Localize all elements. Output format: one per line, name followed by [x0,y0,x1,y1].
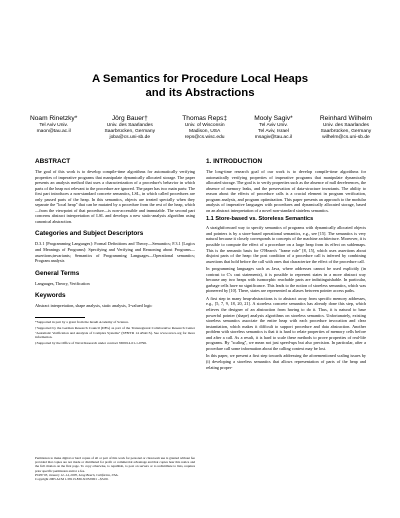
author-block [30,115,77,140]
categories-heading: Categories and Subject Descriptors [35,230,144,238]
title-line-2: and its Abstractions [145,87,255,99]
author-block [320,115,372,140]
author-email: maon@tau.ac.il [36,128,71,134]
permission-notice [35,456,195,481]
author-place: Tel Aviv, Israel [258,128,289,134]
venue-line: POPL'05, January 12–14, 2005, Long Beach, California, USA. [35,472,119,477]
abstract-text: The goal of this work is to develop compile-time algorithms for automatically verifying properties of imperative programs that manipulate dynamically allocated storage. The paper presents an analysis method that uses a characterization of a procedure's behavior in which parts of the heap not relevant to the procedure are ignored. The paper has two main parts: The first part introduces a non-standard concrete semantics, LSL, in which called procedures are only passed parts of the heap. In this semantics, objects are treated specially when they separate the "local heap" that can be mutated by a procedure from the rest of the heap, which—from the viewpoint of that procedure—is non-accessible and immutable. The second part concerns abstract interpretation of LSL and develops a new static-analysis algorithm using canonical abstraction. [35,169,195,224]
copyright-line: Copyright 2005 ACM 1-58113-830-X/05/0001 ...$5.00. [35,477,109,482]
right-column [206,158,366,372]
author-name: Mooly Sagiv* [254,115,293,122]
author-name: Reinhard Wilhelm [319,115,372,122]
introduction-heading: 1. INTRODUCTION [206,158,263,165]
footnote: *Supported in part by a grant from the Israeli Academy of Science. [35,319,129,324]
author-block [182,115,227,140]
left-column [35,158,195,348]
author-email: reps@cs.wisc.edu [184,134,225,140]
author-block [105,115,156,140]
intro-paragraph: The long-time research goal of our work is to develop compile-time algorithms for automatically verifying properties of imperative programs that manipulate dynamically allocated storage. The goal is to verify properties such as the absence of null dereferences, the absence of memory leaks, and the preservation of data-structure invariants. The ability to reason about the effects of procedure calls is a crucial element in program verification, program analysis, and program optimization. This paper presents an approach to the modular analysis of imperative languages with procedures and dynamically allocated storage, based on an abstract interpretation of a novel non-standard stateless semantics. [206,169,366,213]
footnote: ‡Supported by the Office of Naval Research under contract N00014-01-1-0796. [35,341,147,346]
categories-text: D.3.1 [Programming Languages]: Formal Definitions and Theory—Semantics; F.3.1 [Logics and Meanings of Programs]: Specifying and Verifying and Reasoning about Programs—assertions;invariants; Semantics of Programming Languages—Operational semantics; Program analysis [35,241,195,264]
permission-text: Permission to make digital or hard copies of all or part of this work for personal or classroom use is granted without fee provided that copies are not made or distributed for profit or commercial advantage and that copies bear this notice and the full citation on the first page. To copy otherwise, to republish, to post on servers or to redistribute to lists, requires prior specific permission and/or a fee. [35,456,195,473]
general-terms-text: Languages, Theory, Verification [35,280,90,286]
section-paragraph: In this paper, we present a first step towards addressing the aforementioned scaling issues by (i) developing a storeless semantics that allows representation of parts of the heap and relating proper- [206,353,366,370]
title-line-1: A Semantics for Procedure Local Heaps [91,73,309,85]
author-list [30,115,372,140]
author-name: Noam Rinetzky* [30,115,78,122]
author-place: Saarbrücken, Germany [104,128,156,134]
section-paragraph: A first step in many heap-abstractions is to abstract away from specific memory addresses, e.g., [5, 7, 9, 18, 20, 21]. A storeless concrete semantics has already done this step, which relieves the designer of an abstraction from having to do it. Thus, it is natural to base powerful pointer (shape) analysis algorithms on storeless semantics. Unfortunately, existing storeless semantics associate the entire heap with each procedure invocation and clear instantiation, which makes it difficult to support procedure and data abstraction. Another problem with storeless semantics is that it is hard to relate properties of memory cells before and after a call. As a result, it is hard to scale these methods to prove properties of real-life programs. By "scaling", we mean not just speed-ups but also precision. In particular, after a procedure call some information about the calling context may be lost. [206,295,366,351]
author-affiliation: Univ. of Wisconsin [184,123,225,128]
author-place: Madison, USA [189,128,221,134]
author-affiliation: Univ. des Saarlandes [106,123,153,128]
footnote-divider [35,317,85,318]
author-affiliation: Univ. des Saarlandes [322,123,369,128]
author-name: Thomas Reps‡ [182,115,227,122]
author-email: msagiv@tau.ac.il [254,134,293,140]
section-heading: 1.1 Store-based vs. Storeless Semantics [206,216,314,223]
author-block [254,115,292,140]
footnote: †Supported by the German Research Council (DFG) as part of the Transregional Collaborative Research Center "Automatic Verification and Analysis of Complex Systems" (SFB/TR 14 AVACS). See www.avacs.org for more information. [35,326,195,339]
keywords-text: Abstract interpretation, shape analysis, static analysis, 3-valued logic [35,303,153,309]
paper-title [0,72,400,100]
section-paragraph: In programming languages such as Java, where addresses cannot be used explicitly (in contrast to C's cast statements), it is possible to represent states in a more abstract way because any two heaps with isomorphic reachable parts are indistinguishable. In particular, garbage cells have no significance. This leads to the notion of storeless semantics, which was pioneered by [10]. There, states are represented as aliases between pointer access paths. [206,266,366,294]
author-email: wilhelm@cs.uni-sb.de [322,134,370,140]
author-name: Jörg Bauer† [111,115,148,122]
abstract-heading: ABSTRACT [35,158,71,165]
author-place: Saarbrücken, Germany [320,128,372,134]
author-affiliation: Tel Aviv Univ. [259,123,288,128]
author-affiliation: Tel Aviv Univ. [39,123,68,128]
general-terms-heading: General Terms [35,269,80,277]
keywords-heading: Keywords [35,292,66,300]
section-paragraph: A straightforward way to specify semantics of programs with dynamically allocated objects and pointers is by a store-based operational semantics, e.g., see [15]. The semantics is very natural because it closely corresponds to concepts of the machine architecture. Moreover, it is possible to compute the effect of a procedure on a large heap from its effect on sublemaps. This is the semantic basis for O'Hearn's "frame rule" [8, 15], which uses assertions about disjoint parts of the heap: the post condition of a procedure call is inferred by combining assertions that hold before the call with ones that characterize the effect of the procedure call. [206,225,366,264]
author-email: joba@cs.uni-sb.de [109,134,151,140]
